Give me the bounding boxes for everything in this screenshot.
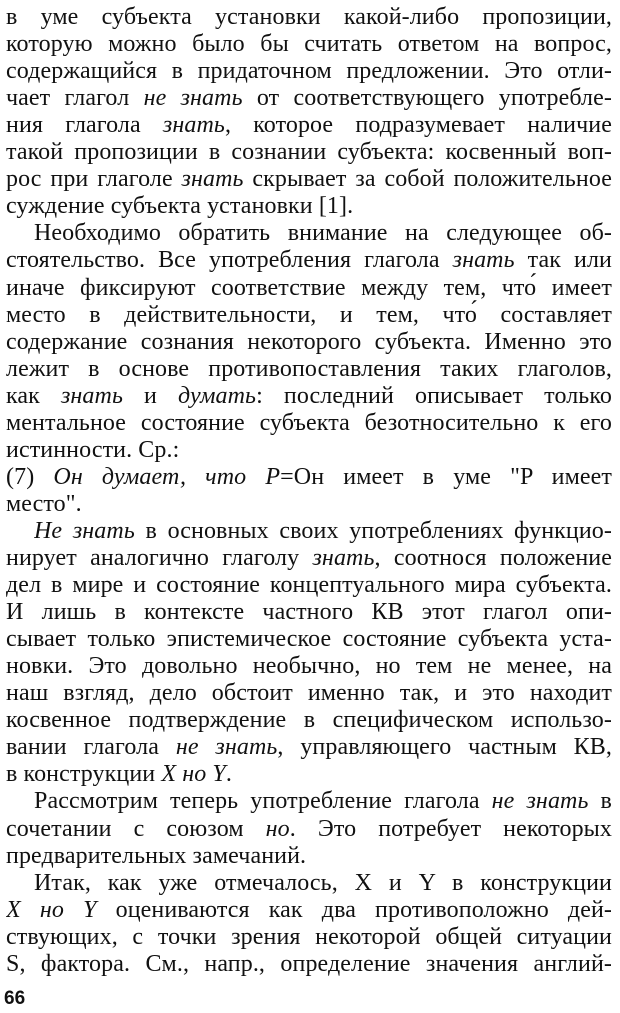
text-segment: в основных своих употреблениях функцио- bbox=[134, 517, 612, 544]
text-segment: иначе фиксируют соответствие между тем, что́ имеет bbox=[6, 274, 612, 301]
text-line bbox=[6, 164, 612, 194]
text-segment: в уме субъекта установки какой-либо пропозиции, bbox=[6, 4, 612, 30]
text-line bbox=[34, 786, 612, 816]
text-line bbox=[6, 462, 612, 492]
italic-text: знать bbox=[312, 545, 375, 571]
text-segment: нирует аналогично глаголу bbox=[6, 545, 313, 571]
text-segment: как bbox=[6, 382, 61, 409]
text-segment: место". bbox=[6, 490, 82, 517]
text-segment: (7) bbox=[6, 463, 54, 490]
text-segment: рос при глаголе bbox=[6, 166, 182, 193]
text-line bbox=[6, 191, 612, 221]
text-segment: оцениваются как два противоположно дей- bbox=[96, 896, 612, 923]
text-line bbox=[6, 543, 612, 573]
italic-text: знать bbox=[452, 247, 515, 274]
text-segment: , соотнося положение bbox=[374, 545, 612, 571]
text-segment: стоятельство. Все употребления глагола bbox=[6, 247, 453, 274]
text-segment: ментальное состояние субъекта безотносительно к его bbox=[6, 409, 612, 436]
text-segment: S, фактора. См., напр., определение значения англий- bbox=[6, 950, 612, 977]
text-line bbox=[6, 895, 612, 925]
text-segment: скрывает за собой положительное bbox=[243, 166, 612, 193]
italic-text: не знать bbox=[491, 788, 589, 815]
text-line bbox=[6, 29, 612, 59]
text-line bbox=[6, 327, 612, 357]
text-segment: . Это потребует некоторых bbox=[289, 815, 612, 842]
text-segment: сывает только эпистемическое состояние субъекта уста- bbox=[6, 626, 612, 653]
text-segment: лежит в основе противопоставления таких глаголов, bbox=[6, 355, 612, 382]
text-segment: место в действительности, и тем, что́ составляет bbox=[6, 301, 612, 328]
text-segment: и bbox=[122, 382, 179, 409]
text-line bbox=[6, 678, 612, 708]
text-segment: предварительных замечаний. bbox=[6, 842, 307, 869]
text-line bbox=[6, 137, 612, 167]
text-line bbox=[6, 841, 612, 871]
text-line bbox=[6, 922, 612, 952]
text-segment: Необходимо обратить внимание на следующее об- bbox=[34, 220, 612, 247]
text-line bbox=[6, 570, 612, 600]
text-line bbox=[6, 489, 612, 519]
text-line bbox=[6, 732, 612, 762]
text-line bbox=[6, 381, 612, 411]
text-line bbox=[6, 624, 612, 654]
italic-text: знать bbox=[162, 112, 225, 139]
text-segment: содержание сознания некоторого субъекта. Именно это bbox=[6, 328, 612, 355]
text-line bbox=[6, 814, 612, 844]
page-number: 66 bbox=[4, 988, 26, 1009]
text-line bbox=[6, 435, 612, 465]
text-line bbox=[6, 759, 612, 789]
text-segment: , которое подразумевает наличие bbox=[224, 112, 612, 139]
text-segment: от соответствующего употребле- bbox=[242, 85, 612, 112]
text-segment: наш взгляд, дело обстоит именно так, и это находит bbox=[6, 680, 612, 707]
text-segment: вании глагола bbox=[6, 734, 176, 761]
text-segment: Рассмотрим теперь употребление глагола bbox=[34, 788, 492, 815]
text-segment: суждение субъекта установки [1]. bbox=[6, 193, 354, 220]
text-segment: истинности. Ср.: bbox=[6, 436, 180, 463]
text-line bbox=[6, 110, 612, 140]
italic-text: знать bbox=[181, 166, 244, 193]
text-segment: чает глагол bbox=[6, 85, 144, 112]
text-line bbox=[6, 597, 612, 627]
text-line bbox=[6, 300, 612, 330]
text-segment: ствующих, с точки зрения некоторой общей ситуации bbox=[6, 923, 612, 950]
text-segment: , управляющего частным КВ, bbox=[277, 734, 612, 761]
text-segment: такой пропозиции в сознании субъекта: косвенный воп- bbox=[6, 139, 612, 166]
text-line bbox=[6, 273, 612, 303]
text-segment: : последний описывает только bbox=[256, 382, 612, 409]
text-segment: так или bbox=[514, 247, 612, 274]
italic-text: думать bbox=[178, 382, 257, 409]
text-segment: Итак, как уже отмечалось, X и Y в конструкции bbox=[34, 869, 612, 896]
text-line bbox=[6, 408, 612, 438]
text-segment: новки. Это довольно необычно, но тем не менее, на bbox=[6, 653, 612, 680]
text-line bbox=[6, 83, 612, 113]
text-line bbox=[6, 2, 612, 32]
italic-text: но bbox=[265, 815, 290, 842]
text-segment: И лишь в контексте частного КВ этот глагол опи- bbox=[6, 599, 612, 626]
italic-text: не знать bbox=[175, 734, 278, 761]
text-segment: сочетании с союзом bbox=[6, 815, 266, 842]
italic-text: Не знать bbox=[34, 517, 135, 544]
text-line bbox=[6, 56, 612, 86]
italic-text: X но Y bbox=[161, 761, 226, 788]
text-segment: дел в мире и состояние концептуального мира субъекта. bbox=[6, 572, 612, 599]
text-segment: которую можно было бы считать ответом на вопрос, bbox=[6, 31, 612, 58]
text-line bbox=[6, 354, 612, 384]
text-segment: косвенное подтверждение в специфическом использо- bbox=[6, 707, 612, 734]
text-line bbox=[34, 516, 612, 546]
italic-text: X но Y bbox=[6, 896, 97, 923]
text-line bbox=[6, 245, 612, 275]
italic-text: Он думает, что P bbox=[53, 463, 281, 490]
text-segment: в конструкции bbox=[6, 761, 162, 788]
text-line bbox=[6, 949, 612, 979]
text-segment: ния глагола bbox=[6, 112, 163, 139]
text-segment: . bbox=[225, 761, 232, 788]
text-line bbox=[34, 868, 612, 898]
text-line bbox=[34, 218, 612, 248]
italic-text: знать bbox=[60, 382, 123, 409]
text-segment: в bbox=[588, 788, 612, 815]
italic-text: не знать bbox=[143, 85, 243, 112]
text-segment: =Он имеет в уме "P имеет bbox=[280, 463, 612, 490]
text-line bbox=[6, 705, 612, 735]
text-segment: содержащийся в придаточном предложении. Это отли- bbox=[6, 58, 612, 85]
text-line bbox=[6, 651, 612, 681]
